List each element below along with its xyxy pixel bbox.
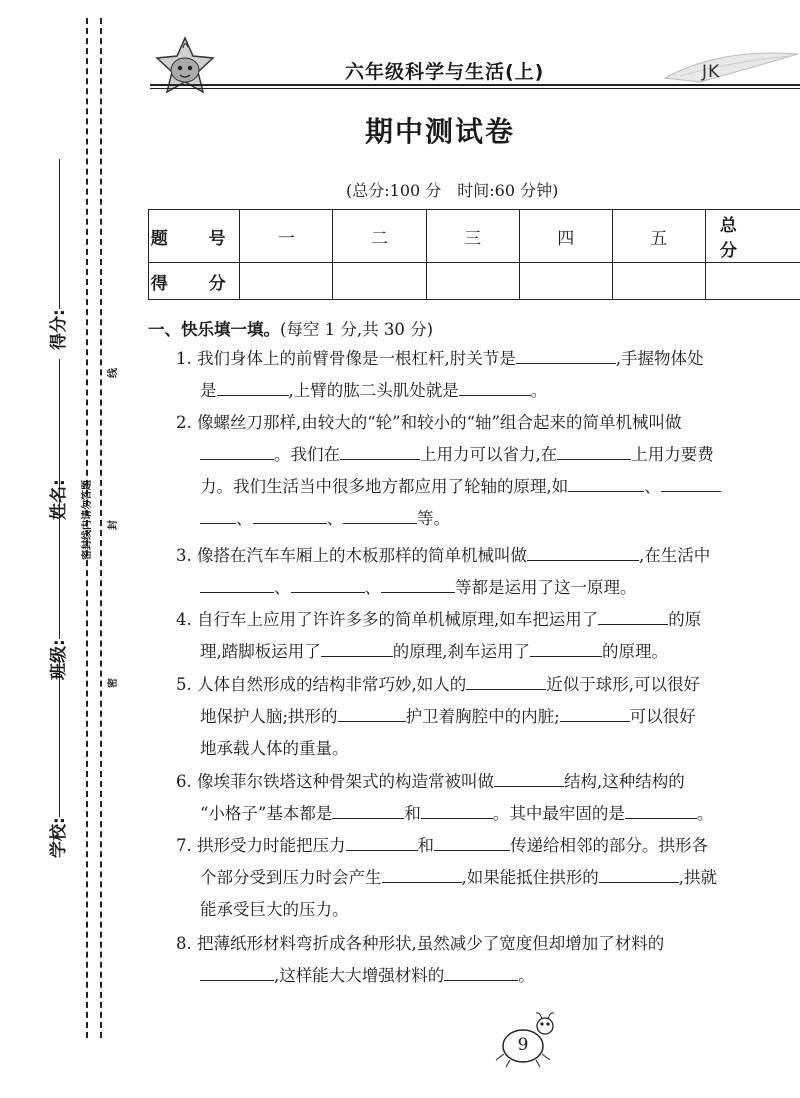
blank[interactable]	[291, 576, 365, 593]
blank[interactable]	[340, 443, 420, 460]
seal-char-xian: 线	[108, 368, 119, 378]
subject-title: 六年级科学与生活(上)	[345, 61, 545, 83]
blank[interactable]	[661, 475, 721, 492]
blank[interactable]	[343, 507, 417, 524]
blank[interactable]	[200, 576, 274, 593]
score-cell-total[interactable]	[705, 263, 800, 300]
question-1-cont: 是 ,上臂的肱二头肌处就是 。	[200, 381, 548, 400]
school-label: 学校:	[49, 817, 69, 858]
blank[interactable]	[599, 866, 679, 883]
blank[interactable]	[530, 640, 602, 657]
edition-mark: JK	[702, 62, 721, 82]
blank[interactable]	[527, 544, 639, 561]
score-table-col-3: 三	[426, 210, 519, 263]
blank[interactable]	[625, 802, 697, 819]
question-8: 8. 把薄纸形材料弯折成各种形状,虽然减少了宽度但却增加了材料的	[176, 934, 665, 953]
blank[interactable]	[466, 673, 546, 690]
score-field[interactable]	[44, 159, 69, 350]
name-field[interactable]	[44, 359, 69, 520]
school-field[interactable]	[44, 657, 69, 858]
name-label: 姓名:	[49, 479, 69, 520]
blank[interactable]	[560, 705, 630, 722]
question-6-cont: “小格子”基本都是 和 。其中最牢固的是 。	[200, 804, 714, 823]
question-8-cont: ,这样能大大增强材料的 。	[200, 960, 535, 992]
blank[interactable]	[253, 507, 327, 524]
blank[interactable]	[217, 379, 289, 396]
score-table-score-row	[149, 263, 800, 300]
question-2: 2. 像螺丝刀那样,由较大的“轮”和较小的“轴”组合起来的简单机械叫做	[176, 413, 682, 432]
question-3-cont: 、 、 等都是运用了这一原理。	[200, 572, 637, 604]
seal-char-feng: 封	[108, 520, 119, 530]
page-number: 9	[517, 1035, 529, 1055]
blank[interactable]	[598, 608, 668, 625]
score-label: 得分:	[49, 309, 69, 350]
blank[interactable]	[568, 475, 644, 492]
page-number-badge	[490, 1010, 570, 1070]
score-table-col-4: 四	[519, 210, 612, 263]
seal-char-mi: 密	[108, 678, 119, 688]
score-cell-5[interactable]	[612, 263, 705, 300]
seal-note: 密封线内请勿答题	[82, 480, 93, 560]
blank[interactable]	[381, 576, 455, 593]
blank[interactable]	[382, 866, 462, 883]
blank[interactable]	[332, 802, 404, 819]
score-cell-3[interactable]	[426, 263, 519, 300]
feather-decoration-icon	[660, 48, 800, 88]
header-rule-thin	[150, 88, 800, 89]
question-5: 5. 人体自然形成的结构非常巧妙,如人的 近似于球形,可以很好	[176, 675, 700, 694]
score-cell-2[interactable]	[333, 263, 426, 300]
question-7-cont-2: 能承受巨大的压力。	[200, 900, 349, 919]
question-3: 3. 像搭在汽车车厢上的木板那样的简单机械叫做 ,在生活中	[176, 546, 711, 565]
question-4-cont: 理,踏脚板运用了 的原理,刹车运用了 的原理。	[200, 642, 668, 661]
score-table-col-1: 一	[240, 210, 333, 263]
question-2-cont-1: 。我们在 上用力可以省力,在 上用力要费	[200, 439, 714, 471]
seal-dash-line-inner	[100, 18, 102, 1038]
binding-margin	[0, 0, 130, 1098]
blank[interactable]	[338, 705, 406, 722]
score-table-header-row	[149, 210, 800, 263]
score-table-total-label: 总 分	[705, 210, 800, 263]
score-cell-1[interactable]	[240, 263, 333, 300]
class-label: 班级:	[49, 639, 69, 680]
score-table-row1-label: 题 号	[149, 210, 240, 263]
blank[interactable]	[200, 964, 274, 981]
score-cell-4[interactable]	[519, 263, 612, 300]
score-table	[148, 209, 800, 300]
question-7: 7. 拱形受力时能把压力 和 传递给相邻的部分。拱形各	[176, 836, 708, 855]
blank[interactable]	[321, 640, 393, 657]
score-table-col-5: 五	[612, 210, 705, 263]
section-1-heading: 一、快乐填一填。(每空 1 分,共 30 分)	[148, 320, 434, 339]
blank[interactable]	[200, 443, 274, 460]
score-table-row2-label: 得 分	[149, 263, 240, 300]
question-6: 6. 像埃菲尔铁塔这种骨架式的构造常被叫做 结构,这种结构的	[176, 772, 685, 791]
question-5-cont-1: 地保护人脑;拱形的 护卫着胸腔中的内脏; 可以很好	[200, 707, 696, 726]
blank[interactable]	[557, 443, 631, 460]
blank[interactable]	[459, 379, 531, 396]
question-4: 4. 自行车上应用了许许多多的简单机械原理,如车把运用了 的原	[176, 610, 702, 629]
question-2-cont-2: 力。我们生活当中很多地方都应用了轮轴的原理,如 、	[200, 471, 721, 503]
blank[interactable]	[516, 347, 616, 364]
blank[interactable]	[421, 802, 493, 819]
question-7-cont-1: 个部分受到压力时会产生 ,如果能抵住拱形的 ,拱就	[200, 868, 717, 887]
blank[interactable]	[444, 964, 518, 981]
blank[interactable]	[434, 834, 510, 851]
exam-info: (总分:100 分 时间:60 分钟)	[346, 181, 559, 200]
blank[interactable]	[346, 834, 418, 851]
score-table-col-2: 二	[333, 210, 426, 263]
exam-title: 期中测试卷	[364, 115, 515, 148]
question-1: 1. 我们身体上的前臂骨像是一根杠杆,肘关节是 ,手握物体处	[176, 349, 704, 368]
blank[interactable]	[200, 507, 236, 524]
blank[interactable]	[494, 770, 564, 787]
question-5-cont-2: 地承载人体的重量。	[200, 739, 349, 758]
question-2-cont-3: 、 、 等。	[200, 503, 450, 535]
